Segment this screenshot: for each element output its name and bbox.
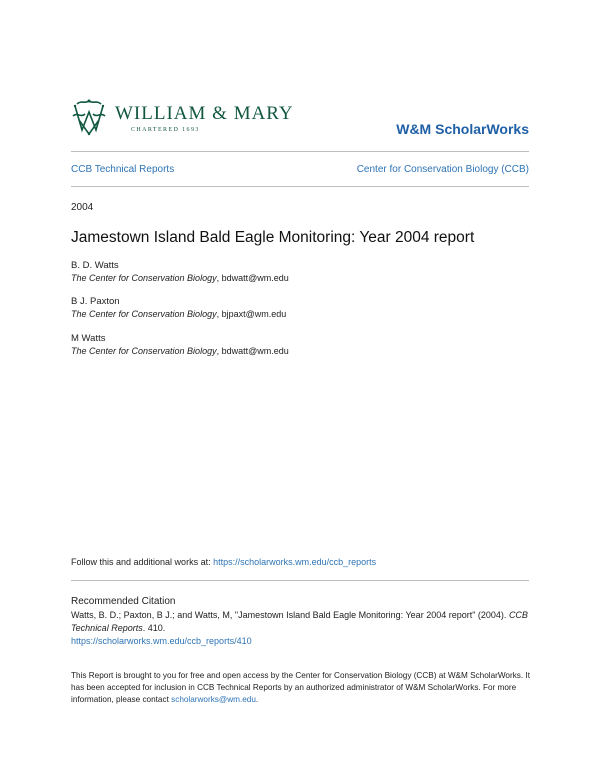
author-name: B J. Paxton bbox=[71, 296, 120, 307]
collection-link[interactable]: https://scholarworks.wm.edu/ccb_reports bbox=[213, 557, 377, 567]
author-name: B. D. Watts bbox=[71, 260, 119, 271]
divider bbox=[71, 580, 529, 581]
author-block bbox=[71, 259, 289, 285]
follow-line bbox=[71, 557, 376, 567]
citation-url[interactable]: https://scholarworks.wm.edu/ccb_reports/410 bbox=[71, 636, 252, 646]
series-link[interactable]: CCB Technical Reports bbox=[71, 164, 175, 175]
contact-email-link[interactable]: scholarworks@wm.edu bbox=[171, 695, 256, 704]
william-mary-logo[interactable] bbox=[71, 96, 294, 140]
citation-heading: Recommended Citation bbox=[71, 596, 176, 607]
document-title: Jamestown Island Bald Eagle Monitoring: Year 2004 report bbox=[71, 229, 475, 246]
logo-name: WILLIAM & MARY bbox=[115, 102, 294, 124]
publication-year: 2004 bbox=[71, 202, 94, 213]
center-link[interactable]: Center for Conservation Biology (CCB) bbox=[356, 164, 529, 175]
author-name: M Watts bbox=[71, 333, 106, 344]
follow-text: Follow this and additional works at: bbox=[71, 557, 214, 567]
author-affiliation: The Center for Conservation Biology, bjpaxt@wm.edu bbox=[71, 309, 287, 319]
author-affiliation: The Center for Conservation Biology, bdwatt@wm.edu bbox=[71, 273, 289, 283]
access-statement: This Report is brought to you for free and open access by the Center for Conservation Biology (CCB) at W&M ScholarWorks. It has been accepted for inclusion in CCB Technical Reports by an authorized administrator of W&M ScholarWorks. For more information, please contact scholarworks@wm.edu. bbox=[71, 671, 531, 704]
author-block bbox=[71, 295, 286, 321]
logo-subtitle: CHARTERED 1693 bbox=[131, 126, 200, 133]
scholarworks-link[interactable]: W&M ScholarWorks bbox=[396, 121, 529, 137]
author-block bbox=[71, 332, 289, 358]
author-affiliation: The Center for Conservation Biology, bdwatt@wm.edu bbox=[71, 346, 289, 356]
citation-text: Watts, B. D.; Paxton, B J.; and Watts, M, "Jamestown Island Bald Eagle Monitoring: Year 2004 report" (2004). CCB Technical Reports. 410. https://scholarworks.wm.edu/ccb_reports/410 bbox=[71, 610, 528, 646]
divider bbox=[71, 151, 529, 152]
cypher-crest-icon bbox=[71, 98, 107, 138]
divider bbox=[71, 186, 529, 187]
